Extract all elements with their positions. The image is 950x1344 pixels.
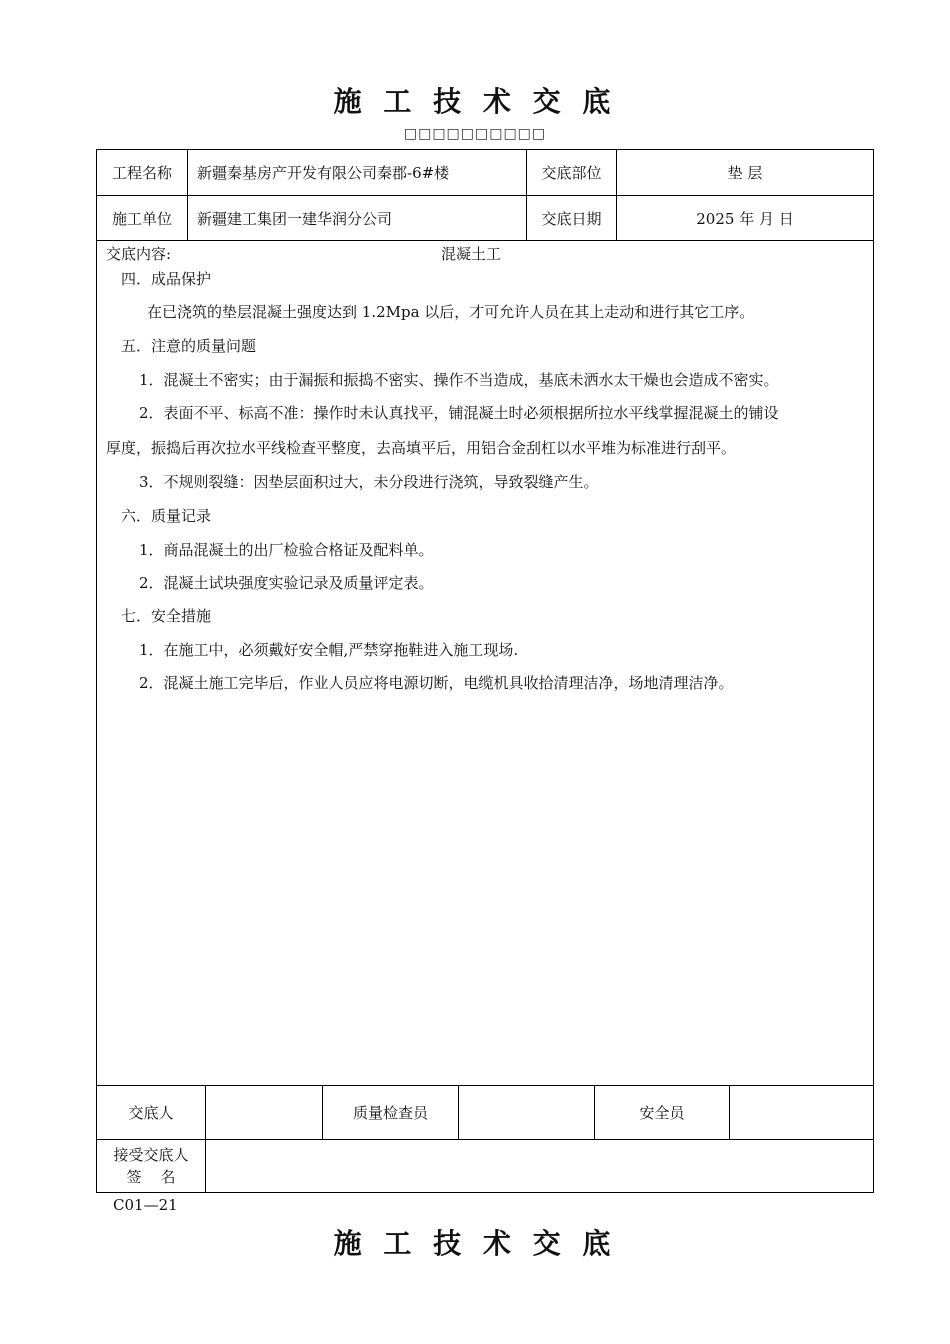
content-topic: 混凝土工 (441, 245, 502, 263)
safety-officer-signature (730, 1086, 873, 1139)
section-heading: 六．质量记录 (121, 507, 212, 525)
content-paragraph: 厚度，振捣后再次拉水平线检查平整度，去高填平后，用铝合金刮杠以水平堆为标准进行刮平。 (106, 439, 737, 457)
content-paragraph: 2．混凝土试块强度实验记录及质量评定表。 (139, 574, 434, 592)
disclosure-part-label: 交底部位 (541, 164, 602, 182)
disclosure-date-value: 2025 年 月 日 (696, 209, 794, 228)
col-divider (187, 150, 188, 240)
section-heading: 七．安全措施 (121, 607, 212, 625)
next-page-title: 施 工 技 术 交 底 (333, 1227, 617, 1260)
content-paragraph: 3．不规则裂缝：因垫层面积过大，未分段进行浇筑，导致裂缝产生。 (139, 473, 599, 491)
construction-unit-value: 新疆建工集团一建华润分公司 (197, 209, 393, 228)
disclosure-date-label: 交底日期 (541, 209, 602, 228)
project-name-value: 新疆秦基房产开发有限公司秦郡-6#楼 (197, 164, 450, 182)
content-label: 交底内容: (106, 245, 172, 263)
row-divider (97, 240, 873, 241)
project-name-label: 工程名称 (111, 164, 172, 182)
discloser-label: 交底人 (128, 1104, 174, 1122)
section-heading: 四．成品保护 (121, 270, 212, 288)
disclosure-form (96, 149, 874, 1193)
content-paragraph: 1．在施工中，必须戴好安全帽,严禁穿拖鞋进入施工现场. (139, 641, 519, 659)
construction-unit-label: 施工单位 (111, 209, 172, 228)
safety-officer-label: 安全员 (639, 1104, 685, 1122)
content-paragraph: 在已浇筑的垫层混凝土强度达到 1.2Mpa 以后，才可允许人员在其上走动和进行其它工序。 (147, 303, 755, 321)
receiver-label (97, 1140, 205, 1192)
content-paragraph: 2．混凝土施工完毕后，作业人员应将电源切断，电缆机具收拾清理洁净，场地清理洁净。 (139, 674, 734, 692)
content-paragraph: 1．混凝土不密实；由于漏振和振捣不密实、操作不当造成，基底未洒水太干燥也会造成不密实。 (139, 371, 779, 389)
quality-inspector-label: 质量检查员 (352, 1104, 428, 1122)
section-heading: 五．注意的质量问题 (121, 337, 257, 355)
document-subtitle: □□□□□□□□□□ (403, 126, 547, 142)
receiver-label-line2: 签 名 (126, 1168, 176, 1186)
content-paragraph: 1．商品混凝土的出厂检验合格证及配料单。 (139, 541, 434, 559)
quality-inspector-signature (459, 1086, 594, 1139)
content-paragraph: 2．表面不平、标高不准：操作时未认真找平，铺混凝土时必须根据所拉水平线掌握混凝土的铺设 (139, 404, 779, 422)
disclosure-part-value: 垫 层 (727, 164, 763, 182)
document-title: 施 工 技 术 交 底 (333, 85, 617, 118)
receiver-signature (206, 1140, 873, 1192)
form-code: C01—21 (113, 1196, 178, 1214)
discloser-signature (206, 1086, 322, 1139)
receiver-label-line1: 接受交底人 (113, 1146, 189, 1164)
